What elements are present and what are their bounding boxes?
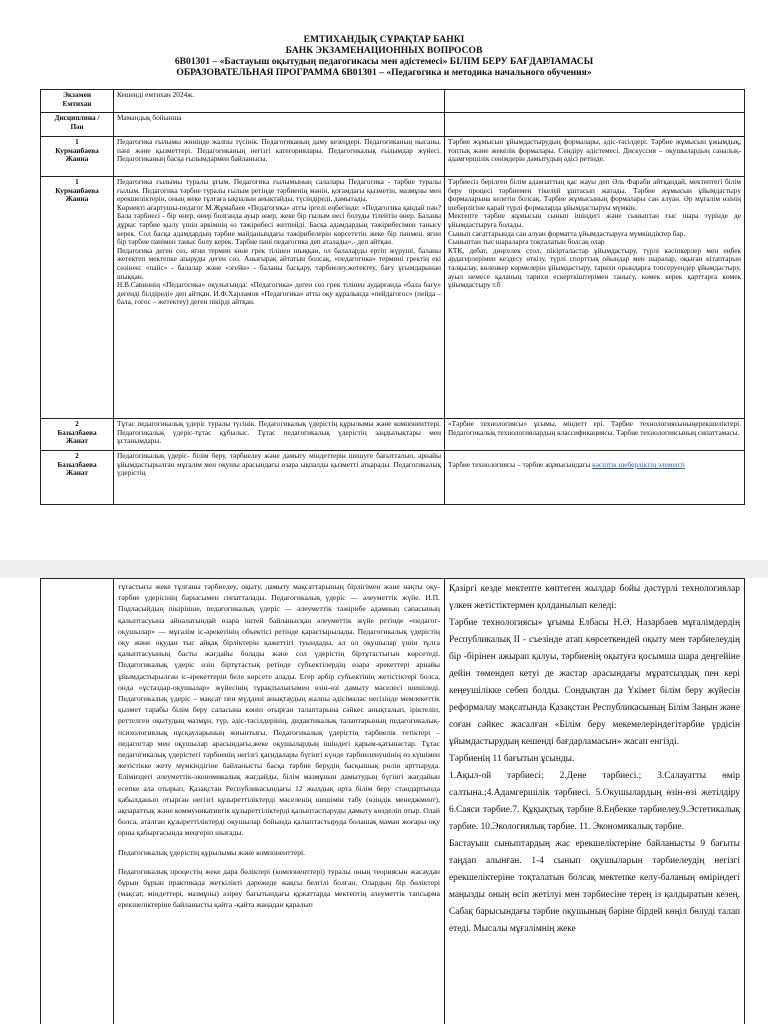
header-title-ru: БАНК ЭКЗАМЕНАЦИОННЫХ ВОПРОСОВ xyxy=(285,45,483,56)
text-paragraph: тұтастығы жеке тұлғаны тәрбиелеу, оқыту, дамыту мақсаттарының бірлігімен және нақты оқу-тәрбие үдерісінің барысымен сипатталады. Педагогикалық үдеріс — әлеуметтік жүйе. И.П. Подласыйдың пікірінше, педагогикалық үдеріс — әлеуметтік тәжірибе адамның сапасының қалыптасуына айналатындай өзара іштей байланысқан әлеуметтік жүйе ретінде «педагог-оқушылар» — мұғалім іс-әрекетінің объектісі ретінде қарастырылады. Педагогикалық үдерістің оқу және оқудан тыс айқақ бірліктерін қажеттігі туындады, ал ол оқушылар үшін тұлға қалыптасуының басты жағдайы болады және сол үдерістің біртұтастығын көрсетеді. Педагогикалық үдеріс өзін біртұтастық ретінде субъектілердің өзара әрекеттері арнайы ұйымдастырылған іс-әрекеттерін беле көрсете алады. Егер әрбір субъектінің жетістіктері болса, онда «ұстаздар-оқушылар» жүйесінің тұрақтылығымен өзін-өзі дамыту мәселесі шешіледі. Педагогикалық үдеріс – мақсат пен мүддені анықтаудың жалпы әдісімалас негізінде мемлекеттік қызмет тарабы білім беру саласына көніп отырған талаптарына сәйкес анықталып, іріктеліп, реттелген оқытудың мазмұн, түр, әдіс-тәсілдерінің, дидактикалық талаптарының педагогикалық-психологиялық нұсқауларының жиынтығы. Педагогикалық үдерістің тәрбиелік тетіктері – педагогтар мен оқушылар арасындағы,жеке оқушылардың ішіндегі қарым-қатынастар. Тұтас педагогикалық үдерістегі тәрбиенің негізгі қағидалары бүгінгі күнде тәрбиеленушінің өз күшімен жетістікке жету мүмкіндігіне байланысты басқа тәрбие берудің басқышық рөлін арттыруда. Елімиздегі әлеуметтік-экономикалық жағдайды, білім мазмұнын дамытудың бүгінгі жағдайын есепке ала отырып, Қазақстан Республикасындағы 12 жылдық орта білім беру стандартында қабылданып отырған негізгі құзыреттіліктерді мәселенің шешімін табу (өзіндік менеджмент), ақпараттық және коммуникативтік құзыреттіліктерді қалыптастыруды дамыту көзделіп отыр. Олай болса, аталған құзыреттіліктерді оқушылар бойында қалыптастыруда болашақ маман жоғары оқу орны қабырғасында меңгеріп шығады. xyxy=(118,582,440,838)
question-row xyxy=(41,419,745,451)
author-name: Базылбаева Жанат xyxy=(57,427,97,446)
text-paragraph: Тәрбиенің 11 бағытын ұсынды. xyxy=(449,754,575,764)
answer-paragraph: Тәрбиесіз берілген білім адамзаттың қас жауы деп Әль Фараби айтқандай, мектептегі білім беру процесі тәрбиемен тікелей ұштасып жатады. Тәрбие жұмысын ұйымдастыру формаларына келетін болсақ. Тәрбие жұмысының формалары сан алуан. Әр мұғалім өзінің шеберлігіне қарай түрлі формаларда ұйымдастыруы мүмкін. xyxy=(448,177,741,212)
answer-paragraph: Көрнекті ағартушы-педагог М.Жұмабаев «Педагогика» атты іргелі еңбегінде: «Педагогика қандай пән? Бала тәрбиесі - бір өнер, өнер болғанда ауыр өнер, жеке бір ғылым иесі болуды тілейтін өнер. Баланы дұрыс тәрбие қылу үшін әркімнің өз тәжірибесі жетпейді. Басқа адамдардың тәжірибесімен танысу керек. Сол басқа адамдардың тәрбие майданындағы тәжірибелерін көрсететін жеке бір пәнмен, яғни бір тәрбие пәнімен таныс болу керек. Тәрбие пәні педагогика деп аталады»,- деп айтқан. xyxy=(117,202,441,247)
page-gap xyxy=(0,560,768,578)
discipline-value: Мамандық бойынша xyxy=(114,113,445,137)
question-2-text: Тәрбие жұмысын ұйымдастырудың формалары, әдіс-тәсілдері. Тәрбие жұмысын ұжымдық, топтық және жекелік формалары. Сендіру әдістемесі. Дискуссия – оқушылардың саналық-адамгершілік сенімдерін дамытудың әдісі ретінде. xyxy=(445,137,745,177)
continuation-right-text xyxy=(445,579,745,1024)
author-cell-empty xyxy=(41,579,114,1024)
answer-2-text xyxy=(445,451,745,505)
section-heading: Педагогикалық үдерістің құрылымы және компоненттері. xyxy=(118,847,306,857)
question-row xyxy=(41,137,745,177)
discipline-row xyxy=(41,113,745,137)
question-1-text: Тұтас педагогикалық үдеріс туралы түсінік. Педагогикалық үдерістің құрылымы және компоненттері. Педагогикалық үдеріс-тұтас құбылыс. Тұтас педагогикалық үдерістің заңдылықтары мен ұстанымдары. xyxy=(114,419,445,451)
question-number: 2 xyxy=(75,419,79,428)
text-paragraph: Қазіргі кезде мектепте көптеген жылдар бойы дәстүрлі технологиялар үлкен жетістіктермен қолданылып келеді: xyxy=(449,584,740,611)
answer-paragraph: Педагогика ғылымы туралы ұғым. Педагогика ғылымының салалары Педагогика - тәрбие туралы ғылым. Педагогика тәрбие туралы ғылым ретінде тәрбиенің мәнін, қоғамдағы қызметін, мазмұны мен ерекшеліктерін, оның жеке тұлғаға ықпалын анықтайды, түсіндіреді, дамытады. xyxy=(117,177,441,204)
answer-row xyxy=(41,451,745,505)
answer-1-text: Педагогикалық үдеріс- білім беру, тәрбиелеу және дамыту міндеттерін шешуге бағытталып, арнайы ұйымдастырылған мұғалім мен оқушы арасындағы өзара ықпалды қызметті атқарады. Педагогикалық үдерістің xyxy=(114,451,445,505)
discipline-empty-cell xyxy=(445,113,745,137)
author-cell xyxy=(41,177,114,419)
header-program-ru: ОБРАЗОВАТЕЛЬНАЯ ПРОГРАММА 6В01301 – «Педагогика и методика начального обучения» xyxy=(176,67,592,78)
author-cell xyxy=(41,451,114,505)
answer-paragraph: Сыныптан тыс шараларға тоқталатын болсақ олар xyxy=(448,237,605,247)
document-page-2 xyxy=(0,578,768,1024)
text-paragraph: Бастауыш сыныптардың жас ерекшеліктеріне байланысты 9 бағыты таңдап алынған. 1-4 сынып оқушыларын тәрбиелеудің негізгі ерекшеліктеріне тоқталатын болсақ мектепке келу-баланың өміріндегі маңызды оның өсіп жетілуі мен тәрбиесіне терең із қалдыратын кезең. Сабақ барысындағы тәрбие оқушының бәріне бірдей көңіл бөлуді талап етеді. Мысалы мұғалімнің жеке xyxy=(449,839,740,934)
header-program-kz: 6В01301 – «Бастауыш оқытудың педагогикасы мен әдістемесі» БІЛІМ БЕРУ БАҒДАРЛАМАСЫ xyxy=(174,56,594,67)
exam-value: Кешенді емтихан 2024ж. xyxy=(114,90,445,113)
header-title-kz: ЕМТИХАНДЫҚ СҰРАҚТАР БАНКІ xyxy=(303,34,465,45)
author-name: Курманбаева Жанна xyxy=(55,145,99,164)
answer-paragraph: КТК, дебат, дөңгелек стол, пікірталастар ұйымдастыру, түрлі кәсіпкерлер мен еңбек ардагерлерімен кездесу өткізу, түрлі спорттық ойындар мен шаралар, оқыған кітаптарын талқылау, көленкер көрмелерін ұйымдастыру, тарихи орындарға топсеруендер ұйымдастыру, ауыл немесе қаланың тарихи ескерткіштерімен танысу, көмек керек қарттарға көмек ұйымдастыру т.б xyxy=(448,245,741,290)
answer-paragraph: Н.В.Савиннің «Педагогика» оқулығында: «Педагогика» деген сөз грек тілінен аударғанда «бала бағу» дегенді білдіреді» деп айтқан. И.Ф.Харламов «Педагогика» атты оқу құралында «пейдагогос» (пейда – бала, гогос – жетектеу) деген пікірді айтқан. xyxy=(117,280,441,307)
answer-1-text xyxy=(114,177,445,419)
continuation-table xyxy=(40,578,745,1024)
text-paragraph: Тәрбие технологиясы» ұғымы Елбасы Н.Ә. Назарбаев мұғалімдердің Республикалық ІІ - съезінде атап көрсеткендей оқыту мен тәрбиелеудің бір -бірінен ажырап қалуы, тәрбиенің оқытуға қосымша шара деңгейіне дейін төмендеп кетуі де жастар арасындағы мұратсыздық пен кері кеңеушілікке себеп болды. Сондықтан да Үкімет білім беру жүйесін реформалау мақсатында Қазақстан Республикасының Білім Заңын және соған сәйкес жасалған «Білім беру мекемелеріндегітәрбие үрдісін ұйымдастырудың кешенді бағдарламасын» жасап енгізді. xyxy=(449,618,740,747)
discipline-label: Дисциплина / Пән xyxy=(41,113,114,137)
answer-row xyxy=(41,177,745,419)
author-name: Курманбаева Жанна xyxy=(55,185,99,204)
answer-paragraph: Сынып сағаттарында сан алуан форматта ұйымдастыруға мүмкіндіктер бар. xyxy=(448,228,686,238)
continuation-left-text xyxy=(114,579,445,1024)
author-name: Базылбаева Жанат xyxy=(57,459,97,478)
text-paragraph: Педагогикалық процестің жеке дара бөліктері (компоненттері) туралы оның теориясын жасаудан бұрын бұрын практикада жеткілікті дәрежеде жақсы белгілі болған. Олардың бір бөліктері (мақсат, міндеттері, мазмұны) әзіреу бағытындағы құжаттарда мектептің әлеуметтік тапсырма ерекшеліктеріне байланысты қайта -қайта жаңадан қаралып xyxy=(118,866,440,910)
exam-table xyxy=(40,89,745,505)
exam-label: Экзамен Емтихан xyxy=(41,90,114,113)
author-cell xyxy=(41,419,114,451)
answer-2-text xyxy=(445,177,745,419)
exam-row xyxy=(41,90,745,113)
question-number: 2 xyxy=(75,451,79,460)
answer-paragraph: Мектепте тәрбие жұмысын сынып ішіндегі және сыныптан тыс шара түрінде де ұйымдастыруға болады. xyxy=(448,211,741,229)
exam-empty-cell xyxy=(445,90,745,113)
question-number: 1 xyxy=(75,137,79,146)
question-1-text: Педагогика ғылымы жөнінде жалпы түсінік. Педагогиканың даму кезеңдері. Педагогиканың нысаны, пәні және қызметтері. Педагогиканың негізгі категориялары. Педагогикалық ғылымдар жүйесі. Педагогиканың басқа ғылымдармен байланысы. xyxy=(114,137,445,177)
author-cell xyxy=(41,137,114,177)
answer-paragraph: Педагогика деген сөз, яғни термин көне грек тілінен шыққан, ол балаларды ертіп жүруші, баланы жетектеп мектепке апаруды деген сөз. Анығырақ айтатын болсақ, «педагогика» термині гректің екі сөзінен: «пайс» - балалар және «эгейн» - баланы басқару, тәрбиелеу,жетектеу, бағу ұғымдарынан шыққан. xyxy=(117,245,441,281)
text-paragraph: 1.Ақыл-ой тәрбиесі; 2.Дене тәрбиесі.; 3.Салауатты өмір салтына.;4.Адамгершілік тәрбиесі. 5.Окушылардың өзін-өзі жетілдіру 6.Саяси тәрбие.7. Құқықтық тәрбие 8.Еңбекке тәрбиелеу.9.Эстетикалық тәрбие. 10.Экологиялық тәрбие. 11. Экономикалық тәрбие. xyxy=(449,771,740,832)
continuation-row xyxy=(41,579,745,1024)
professional-skill-link[interactable]: кәсіптік шеберліктің элементі xyxy=(592,460,685,469)
question-number: 1 xyxy=(75,177,79,186)
answer-heading-text: Тәрбие технологиясы – тәрбие жұмысындағы xyxy=(448,460,591,469)
question-2-text: «Тәрбие технологиясы» ұғымы, міндетт ері. Тәрбие технологиясыныңерекшеліктері. Педагогикалық технологиялардың классификациясы. Тәрбие технологиясының сипаттамасы. xyxy=(445,419,745,451)
